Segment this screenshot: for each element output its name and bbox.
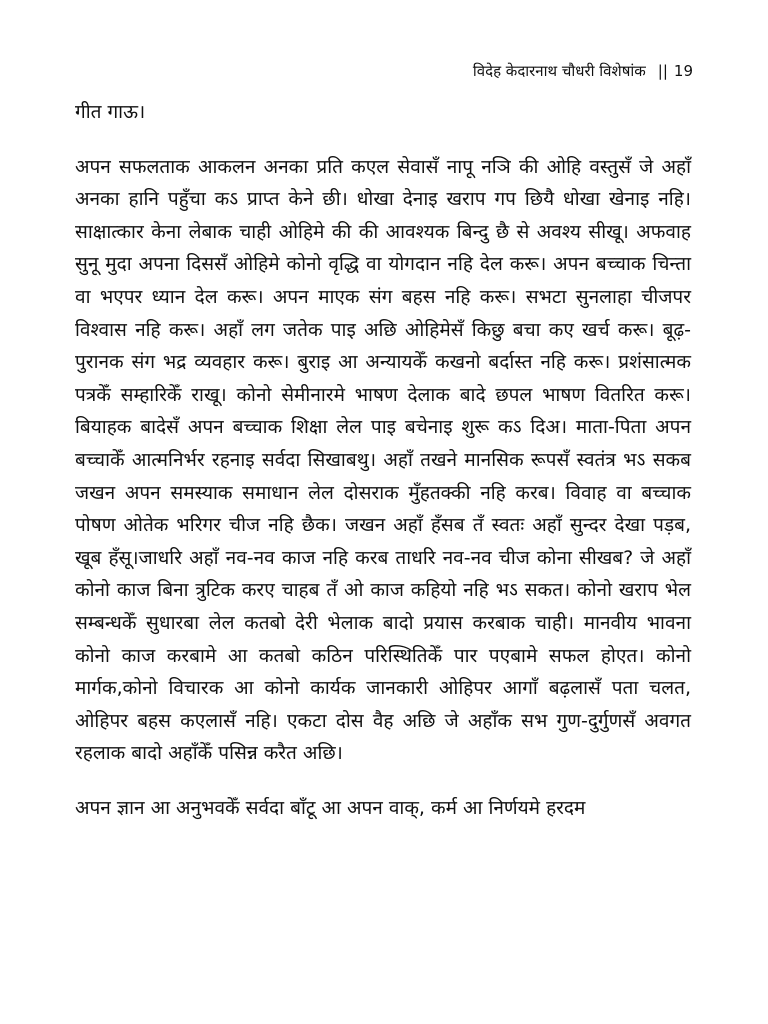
- running-header: [473, 60, 693, 82]
- header-separator: ||: [657, 62, 668, 80]
- paragraph-3: अपन ज्ञान आ अनुभवकेँ सर्वदा बाँटू आ अपन वाक्, कर्म आ निर्णयमे हरदम: [75, 796, 586, 819]
- paragraph-2: अपन सफलताक आकलन अनका प्रति कएल सेवासँ नापू नञि की ओहि वस्तुसँ जे अहाँ अनका हानि पहुँचा कऽ प्राप्त केने छी। धोखा देनाइ खराप गप छियै धोखा खेनाइ नहि। साक्षात्कार केना लेबाक चाही ओहिमे की की आवश्यक बिन्दु छै से अवश्य सीखू। अफवाह सुनू मुदा अपना दिससँ ओहिमे कोनो वृद्धि वा योगदान नहि देल करू। अपन बच्चाक चिन्ता वा भएपर ध्यान देल करू। अपन माएक संग बहस नहि करू। सभटा सुनलाहा चीजपर विश्वास नहि करू। अहाँ लग जतेक पाइ अछि ओहिमेसँ किछु बचा कए खर्च करू। बूढ़-पुरानक संग भद्र व्यवहार करू। बुराइ आ अन्यायकेँ कखनो बर्दास्त नहि करू। प्रशंसात्मक पत्रकेँ सम्हारिकेँ राखू। कोनो सेमीनारमे भाषण देलाक बादे छपल भाषण वितरित करू। बियाहक बादेसँ अपन बच्चाक शिक्षा लेल पाइ बचेनाइ शुरू कऽ दिअ। माता-पिता अपन बच्चाकेँ आत्मनिर्भर रहनाइ सर्वदा सिखाबथु। अहाँ तखने मानसिक रूपसँ स्वतंत्र भऽ सकब जखन अपन समस्याक समाधान लेल दोसराक मुँहतक्की नहि करब। विवाह वा बच्चाक पोषण ओतेक भरिगर चीज नहि छैक। जखन अहाँ हँसब तँ स्वतः अहाँ सुन्दर देखा पड़ब, खूब हँसू।जाधरि अहाँ नव-नव काज नहि करब ताधरि नव-नव चीज कोना सीखब? जे अहाँ कोनो काज बिना त्रुटिक करए चाहब तँ ओ काज कहियो नहि भऽ सकत। कोनो खराप भेल सम्बन्धकेँ सुधारबा लेल कतबो देरी भेलाक बादो प्रयास करबाक चाही। मानवीय भावना कोनो काज करबामे आ कतबो कठिन परिस्थितिकेँ पार पएबामे सफल होएत। कोनो मार्गक,कोनो विचारक आ कोनो कार्यक जानकारी ओहिपर आगाँ बढ़लासँ पता चलत, ओहिपर बहस कएलासँ नहि। एकटा दोस वैह अछि जे अहाँक सभ गुण-दुर्गुणसँ अवगत रहलाक बादो अहाँकेँ पसिन्न करैत अछि।: [75, 155, 691, 765]
- paragraph-1: गीत गाऊ।: [75, 101, 146, 123]
- body-text: [75, 96, 691, 824]
- page-number: 19: [673, 62, 693, 80]
- header-title: विदेह केदारनाथ चौधरी विशेषांक: [472, 62, 646, 80]
